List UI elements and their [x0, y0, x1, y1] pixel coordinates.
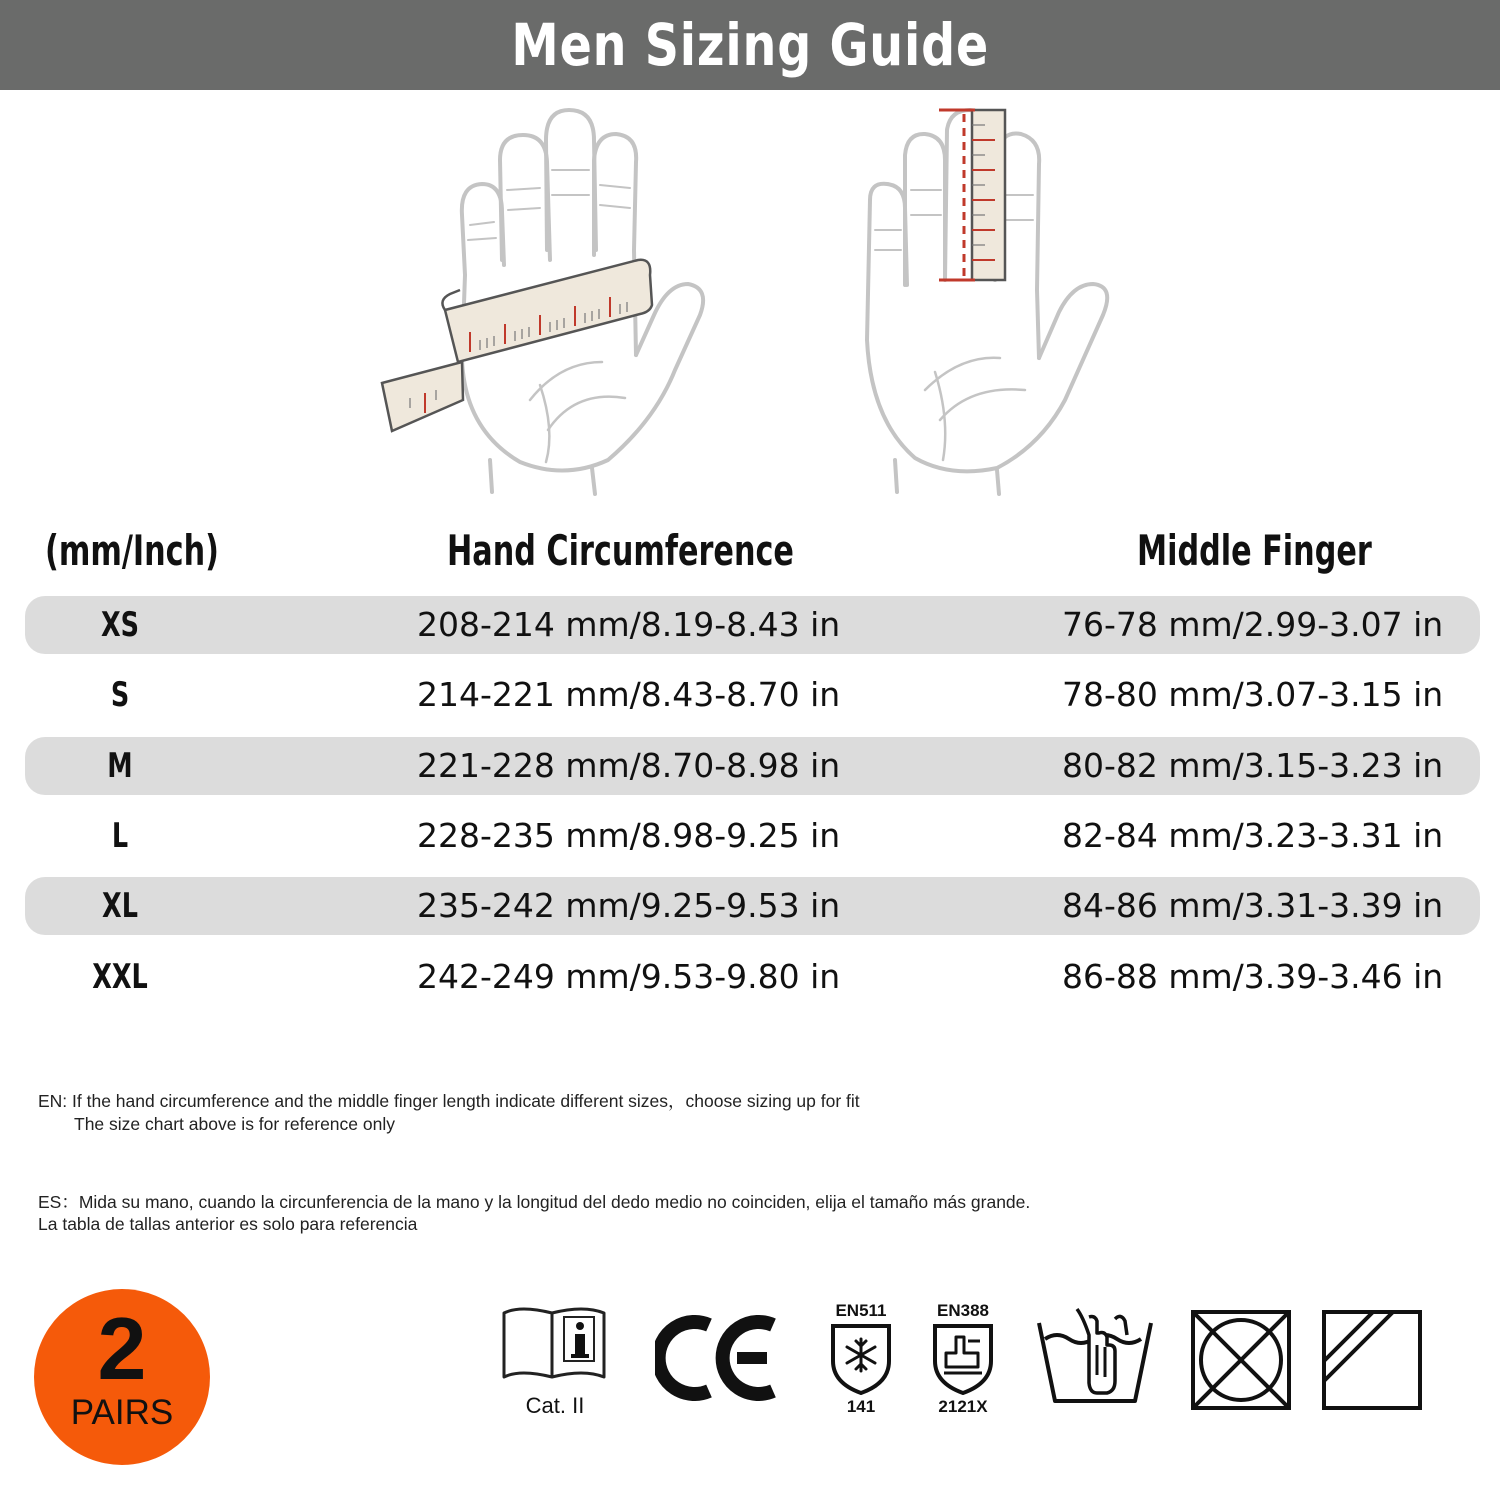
table-row [25, 596, 1480, 654]
pairs-label: PAIRS [70, 1393, 174, 1432]
pairs-count: 2 [97, 1299, 147, 1398]
note-es-line1: ES：Mida su mano, cuando la circunferencia de la mano y la longitud del dedo medio no coinciden, elija el tamaño más grande. [38, 1192, 1031, 1212]
middle-finger-illustration [845, 100, 1145, 500]
manual-info-icon [500, 1303, 610, 1383]
ce-mark-icon [655, 1315, 777, 1401]
en511-code: 141 [846, 1397, 876, 1416]
middle-finger-value: 78-80 mm/3.07-3.15 in [1062, 675, 1444, 714]
page-title: Men Sizing Guide [511, 11, 989, 79]
hand-circumference-value: 242-249 mm/9.53-9.80 in [417, 957, 841, 996]
table-row [25, 807, 1480, 865]
en511-label: EN511 [835, 1301, 887, 1320]
header-bar [0, 0, 1500, 90]
en388-mechanical-icon [932, 1323, 994, 1395]
hand-circumference-value: 208-214 mm/8.19-8.43 in [417, 605, 841, 644]
middle-finger-value: 82-84 mm/3.23-3.31 in [1062, 816, 1444, 855]
hand-circumference-value: 214-221 mm/8.43-8.70 in [417, 675, 841, 714]
note-es-line2: La tabla de tallas anterior es solo para referencia [38, 1214, 418, 1234]
en511-cold-icon [830, 1323, 892, 1395]
table-row [25, 666, 1480, 724]
do-not-tumble-dry-icon [1190, 1309, 1292, 1411]
note-en-line1: EN: If the hand circumference and the middle finger length indicate different sizes，choose sizing up for fit [38, 1091, 860, 1111]
dry-flat-in-shade-icon [1321, 1309, 1423, 1411]
middle-finger-value: 84-86 mm/3.31-3.39 in [1062, 886, 1444, 925]
unit-header: (mm/Inch) [45, 526, 219, 575]
hand-wash-icon [1035, 1305, 1155, 1405]
size-label: XS [100, 605, 140, 645]
hand-circumference-value: 235-242 mm/9.25-9.53 in [417, 886, 841, 925]
size-label: M [107, 746, 133, 786]
size-label: S [110, 675, 130, 715]
table-row [25, 877, 1480, 935]
en388-code: 2121X [938, 1397, 988, 1416]
pairs-badge [34, 1289, 210, 1465]
table-row [25, 737, 1480, 795]
middle-finger-header: Middle Finger [1137, 526, 1372, 575]
hand-circumference-header: Hand Circumference [447, 526, 794, 575]
size-label: XL [102, 886, 138, 926]
hand-circumference-value: 221-228 mm/8.70-8.98 in [417, 746, 841, 785]
size-label: XXL [92, 957, 148, 997]
table-row [25, 948, 1480, 1006]
hand-circumference-illustration [370, 100, 730, 500]
manual-label: Cat. II [525, 1393, 585, 1418]
middle-finger-value: 86-88 mm/3.39-3.46 in [1062, 957, 1444, 996]
middle-finger-value: 76-78 mm/2.99-3.07 in [1062, 605, 1444, 644]
size-label: L [111, 816, 129, 856]
note-en-line2: The size chart above is for reference only [74, 1114, 395, 1134]
hand-circumference-value: 228-235 mm/8.98-9.25 in [417, 816, 841, 855]
middle-finger-value: 80-82 mm/3.15-3.23 in [1062, 746, 1444, 785]
en388-label: EN388 [937, 1301, 989, 1320]
